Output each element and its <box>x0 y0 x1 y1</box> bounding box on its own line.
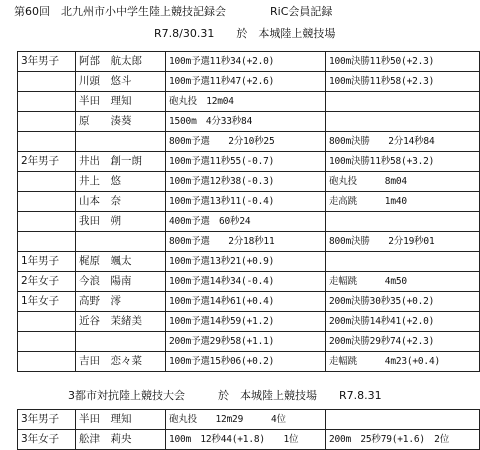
result-cell: 100m予選12秒38(-0.3) <box>166 172 326 192</box>
table-row <box>18 410 480 430</box>
grade-cell <box>18 332 76 352</box>
table-row <box>18 332 480 352</box>
results-table-1 <box>17 51 480 372</box>
table-row <box>18 92 480 112</box>
meet1-info: R7.8/30.31 於 本城陸上競技場 <box>154 27 336 40</box>
meet2-title: 3都市対抗陸上競技大会 於 本城陸上競技場 R7.8.31 <box>68 389 382 402</box>
table-row <box>18 232 480 252</box>
grade-cell <box>18 92 76 112</box>
result-cell: 200m 25秒79(+1.6) 2位 <box>326 430 480 450</box>
result-cell <box>326 212 480 232</box>
table-row <box>18 112 480 132</box>
table-row <box>18 352 480 372</box>
name-cell: 我田 朔 <box>76 212 166 232</box>
name-cell: 原 湊葵 <box>76 112 166 132</box>
table-row <box>18 312 480 332</box>
name-cell <box>76 132 166 152</box>
grade-cell: 2年男子 <box>18 152 76 172</box>
grade-cell: 1年男子 <box>18 252 76 272</box>
result-cell: 砲丸投 12m04 <box>166 92 326 112</box>
name-cell: 山本 奈 <box>76 192 166 212</box>
name-cell: 高野 澪 <box>76 292 166 312</box>
grade-cell: 3年男子 <box>18 52 76 72</box>
result-cell: 100m予選13秒11(-0.4) <box>166 192 326 212</box>
result-cell: 100m予選13秒21(+0.9) <box>166 252 326 272</box>
grade-cell: 3年男子 <box>18 410 76 430</box>
name-cell: 半田 理知 <box>76 410 166 430</box>
grade-cell <box>18 192 76 212</box>
result-cell: 走幅跳 4m50 <box>326 272 480 292</box>
name-cell: 舩津 莉央 <box>76 430 166 450</box>
result-cell: 100m予選11秒55(-0.7) <box>166 152 326 172</box>
result-cell: 200m決勝14秒41(+2.0) <box>326 312 480 332</box>
result-cell: 200m決勝29秒74(+2.3) <box>326 332 480 352</box>
meet1-title: 第60回 北九州市小中学生陸上競技記録会 RiC会員記録 <box>14 5 333 18</box>
grade-cell: 2年女子 <box>18 272 76 292</box>
table-row <box>18 52 480 72</box>
result-cell <box>326 92 480 112</box>
result-cell: 100m予選11秒47(+2.6) <box>166 72 326 92</box>
result-cell: 800m決勝 2分19秒01 <box>326 232 480 252</box>
result-cell: 100m予選15秒06(+0.2) <box>166 352 326 372</box>
result-cell: 400m予選 60秒24 <box>166 212 326 232</box>
table-row <box>18 172 480 192</box>
grade-cell: 3年女子 <box>18 430 76 450</box>
result-cell: 100m予選14秒61(+0.4) <box>166 292 326 312</box>
result-cell: 100m決勝11秒58(+2.3) <box>326 72 480 92</box>
grade-cell <box>18 72 76 92</box>
grade-cell <box>18 172 76 192</box>
result-cell <box>326 410 480 430</box>
result-cell: 200m決勝30秒35(+0.2) <box>326 292 480 312</box>
grade-cell <box>18 132 76 152</box>
table-row <box>18 430 480 450</box>
table-row <box>18 292 480 312</box>
grade-cell <box>18 312 76 332</box>
grade-cell <box>18 232 76 252</box>
name-cell: 川頭 悠斗 <box>76 72 166 92</box>
table-row <box>18 72 480 92</box>
result-cell: 100m決勝11秒58(+3.2) <box>326 152 480 172</box>
name-cell: 阿部 航太郎 <box>76 52 166 72</box>
result-cell: 砲丸投 12m29 4位 <box>166 410 326 430</box>
result-cell: 走幅跳 4m23(+0.4) <box>326 352 480 372</box>
result-cell: 200m予選29秒58(+1.1) <box>166 332 326 352</box>
table-row <box>18 272 480 292</box>
result-cell: 100m予選14秒59(+1.2) <box>166 312 326 332</box>
table-row <box>18 152 480 172</box>
name-cell: 井上 悠 <box>76 172 166 192</box>
grade-cell: 1年女子 <box>18 292 76 312</box>
result-cell: 800m決勝 2分14秒84 <box>326 132 480 152</box>
table-row <box>18 212 480 232</box>
result-cell: 100m予選14秒34(-0.4) <box>166 272 326 292</box>
result-cell: 100m予選11秒34(+2.0) <box>166 52 326 72</box>
name-cell: 吉田 恋々菜 <box>76 352 166 372</box>
grade-cell <box>18 352 76 372</box>
result-cell: 砲丸投 8m04 <box>326 172 480 192</box>
result-cell: 800m予選 2分18秒11 <box>166 232 326 252</box>
results-table-2 <box>17 409 480 450</box>
result-cell: 1500m 4分33秒84 <box>166 112 326 132</box>
table-row <box>18 132 480 152</box>
table-row <box>18 252 480 272</box>
name-cell <box>76 332 166 352</box>
result-cell <box>326 112 480 132</box>
name-cell: 近谷 茉緒美 <box>76 312 166 332</box>
result-cell: 100m 12秒44(+1.8) 1位 <box>166 430 326 450</box>
result-cell: 100m決勝11秒50(+2.3) <box>326 52 480 72</box>
table-row <box>18 192 480 212</box>
grade-cell <box>18 112 76 132</box>
result-cell: 走高跳 1m40 <box>326 192 480 212</box>
name-cell: 井出 創一朗 <box>76 152 166 172</box>
name-cell: 半田 理知 <box>76 92 166 112</box>
result-cell: 800m予選 2分10秒25 <box>166 132 326 152</box>
grade-cell <box>18 212 76 232</box>
result-cell <box>326 252 480 272</box>
name-cell: 梶原 颯太 <box>76 252 166 272</box>
name-cell: 今浪 陽南 <box>76 272 166 292</box>
name-cell <box>76 232 166 252</box>
